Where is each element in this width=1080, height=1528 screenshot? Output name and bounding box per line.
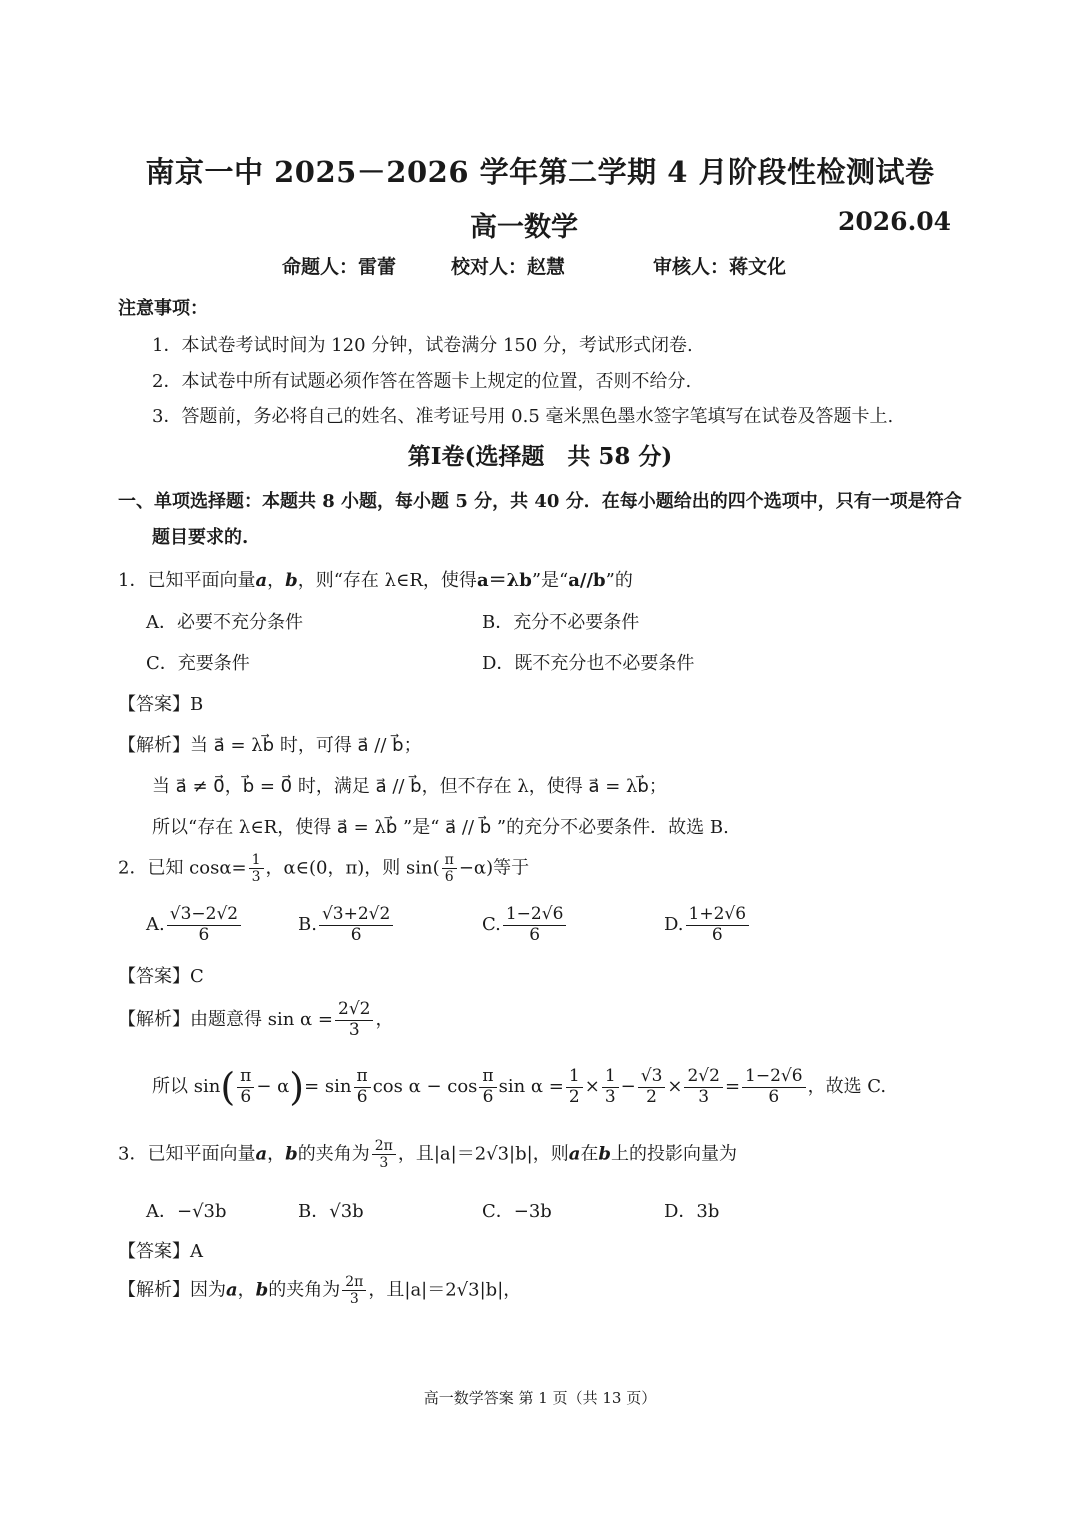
section-instruction-line2: 题目要求的. (152, 527, 249, 548)
q1-option-c: C．充要条件 (146, 653, 250, 674)
question-1-stem: 1．已知平面向量a，b，则“存在 λ∈R，使得a＝λb”是“a//b”的 (118, 570, 633, 591)
reviewer-credit: 审核人：蒋文化 (653, 256, 787, 278)
q2-option-a: A. $\frac{√3-2√2}{6}$ (146, 905, 243, 945)
q3-option-a: A．−√3b (146, 1201, 227, 1222)
q3-answer: 【答案】A (118, 1241, 203, 1262)
note-item-3: 3．答题前，务必将自己的姓名、准考证号用 0.5 毫米黑色墨水签字笔填写在试卷及答题卡上. (152, 406, 894, 427)
note-item-2: 2．本试卷中所有试题必须作答在答题卡上规定的位置，否则不给分. (152, 371, 692, 392)
author-credit: 命题人：雷蕾 (282, 256, 397, 278)
q1-option-b: B．充分不必要条件 (482, 612, 640, 633)
q1-analysis-1: 【解析】当 a⃗ = λb⃗ 时，可得 a⃗ // b⃗； (118, 735, 422, 756)
q2-analysis-2: 所以 sin( $\frac{\pi}{6}$ − α)= sin $\frac{\pi}{6}$ cos α − cos $\frac{\pi}{6}$ sin α = $\frac{1}{2}$ × $\frac{1}{3}$ − $\frac{√3}{2}$ × $\frac{2√2}{3}$ = $\frac{1-2√6}{6}$ ，故选 C. (152, 1065, 887, 1109)
q1-answer: 【答案】B (118, 694, 204, 715)
q2-answer: 【答案】C (118, 966, 204, 987)
q3-option-c: C．−3b (482, 1201, 552, 1222)
question-2-stem: 2．已知 cosα= $\frac{1}{3}$ ，α∈(0，π)，则 sin( $\frac{\pi}{6}$ −α)等于 (118, 852, 530, 886)
q2-option-d: D. $\frac{1+2√6}{6}$ (664, 905, 751, 945)
q1-analysis-2: 当 a⃗ ≠ 0⃗，b⃗ = 0⃗ 时，满足 a⃗ // b⃗，但不存在 λ，使得 a⃗ = λb⃗； (152, 776, 667, 797)
q3-analysis-1: 【解析】因为a，b的夹角为 $\frac{2\pi}{3}$ ，且|a|＝2√3|b|， (118, 1274, 522, 1308)
note-item-1: 1．本试卷考试时间为 120 分钟，试卷满分 150 分，考试形式闭卷. (152, 335, 693, 356)
subject-title: 高一数学 (470, 212, 578, 243)
q1-option-d: D．既不充分也不必要条件 (482, 653, 695, 674)
q3-option-b: B．√3b (298, 1201, 364, 1222)
section-title: 第Ⅰ卷(选择题 共 58 分) (407, 443, 673, 470)
exam-date: 2026.04 (838, 207, 952, 236)
page-footer: 高一数学答案 第 1 页（共 13 页） (423, 1389, 657, 1407)
q3-option-d: D．3b (664, 1201, 720, 1222)
question-3-stem: 3．已知平面向量a，b的夹角为 $\frac{2\pi}{3}$ ，且|a|＝2√3|b|，则a在b上的投影向量为 (118, 1138, 737, 1172)
q1-option-a: A．必要不充分条件 (146, 612, 303, 633)
exam-title: 南京一中 2025－2026 学年第二学期 4 月阶段性检测试卷 (145, 155, 935, 189)
section-instruction-line1: 一、单项选择题：本题共 8 小题，每小题 5 分，共 40 分．在每小题给出的四个选项中，只有一项是符合 (118, 491, 962, 512)
q1-analysis-3: 所以“存在 λ∈R，使得 a⃗ = λb⃗ ”是“ a⃗ // b⃗ ”的充分不必要条件．故选 B. (152, 817, 729, 838)
q2-option-b: B. $\frac{√3+2√2}{6}$ (298, 905, 395, 945)
notes-heading: 注意事项： (118, 298, 208, 319)
proofreader-credit: 校对人：赵慧 (451, 256, 566, 278)
q2-analysis-1: 【解析】由题意得 sin α = $\frac{2√2}{3}$ ， (118, 999, 394, 1040)
q2-option-c: C. $\frac{1-2√6}{6}$ (482, 905, 568, 945)
